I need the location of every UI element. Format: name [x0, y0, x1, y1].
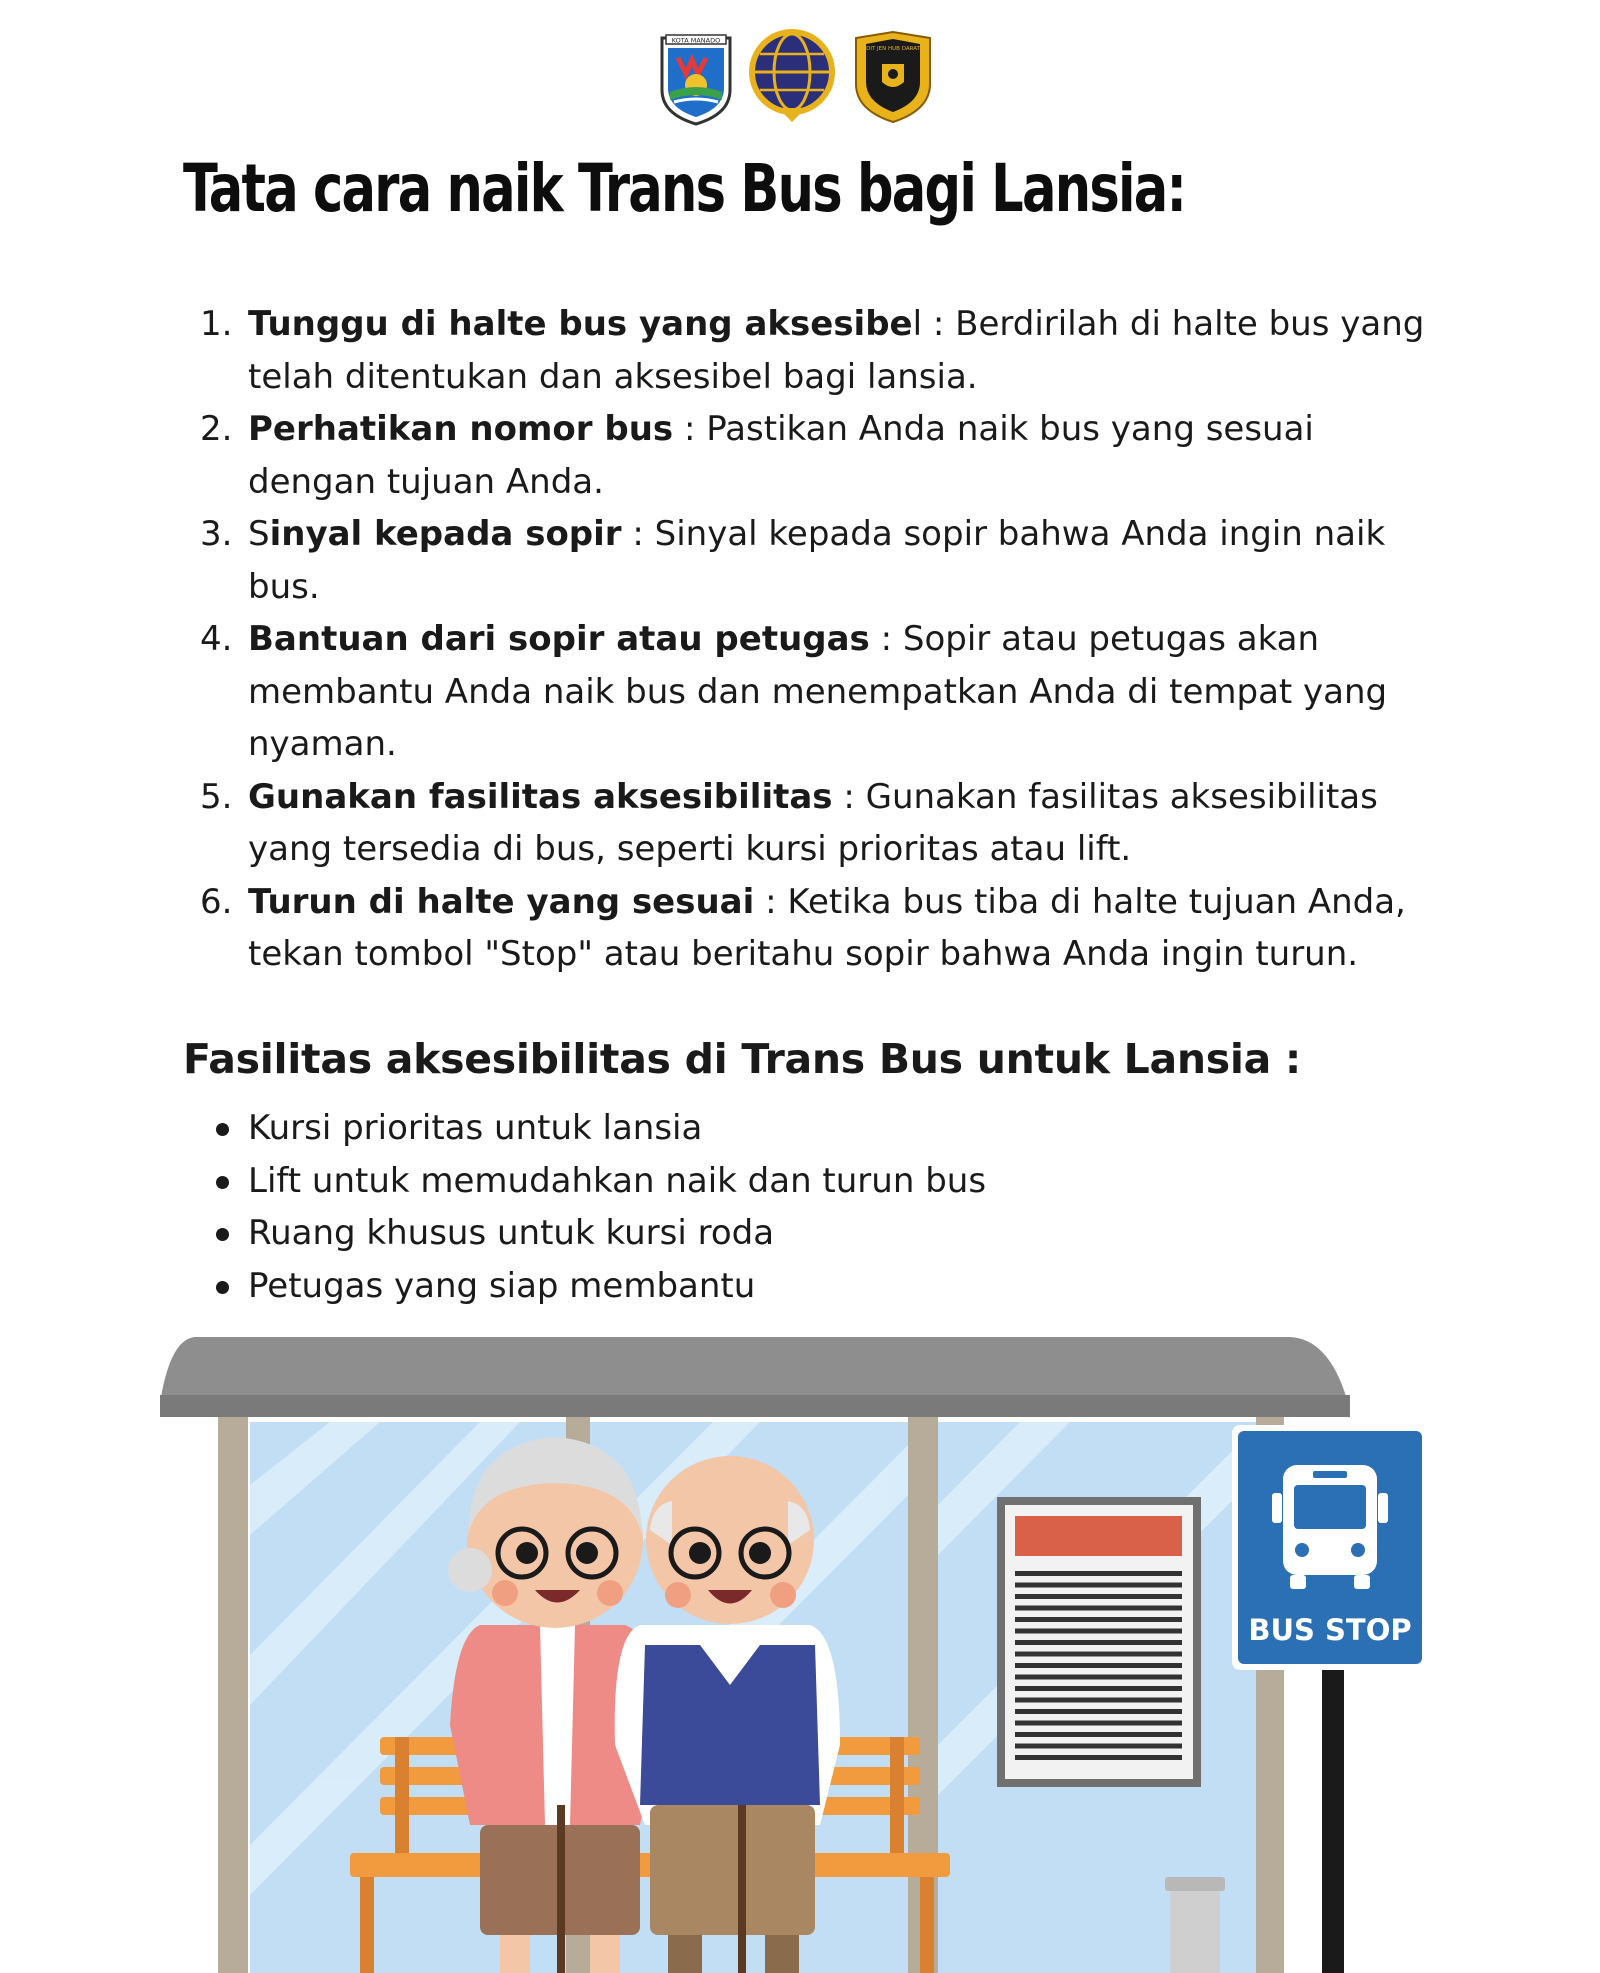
list-item — [212, 1102, 986, 1155]
step-number: 3. — [200, 514, 233, 554]
step-text: : Sopir atau petugas akan membantu Anda naik bus dan menempatkan Anda di tempat yang nyaman. — [248, 619, 1388, 764]
facility-text: Petugas yang siap membantu — [248, 1265, 756, 1306]
poster-line — [1015, 1652, 1182, 1657]
dishub-logo — [748, 28, 838, 124]
logo-row — [0, 26, 1600, 126]
step-number: 6. — [200, 881, 233, 922]
bus-stop-sign — [1232, 1425, 1428, 1670]
list-item — [200, 508, 1430, 613]
poster-line — [1015, 1583, 1182, 1588]
step-heading: inyal kepada sopir — [269, 514, 622, 554]
shelter-roof — [160, 1337, 1348, 1403]
facility-text: Lift untuk memudahkan naik dan turun bus — [248, 1160, 987, 1201]
city-seal-logo — [656, 30, 736, 126]
bus-stop-label: BUS STOP — [1248, 1613, 1412, 1647]
poster-line — [1015, 1721, 1182, 1726]
step-number: 1. — [200, 304, 233, 344]
step-heading: Tunggu di halte bus yang aksesibe — [248, 304, 913, 344]
poster-board — [997, 1497, 1201, 1787]
poster-line — [1015, 1755, 1182, 1760]
step-heading: Turun di halte yang sesuai — [248, 881, 755, 922]
step-number: 2. — [200, 409, 233, 449]
poster-line — [1015, 1732, 1182, 1737]
bullet-icon — [216, 1123, 229, 1136]
steps-list — [200, 298, 1430, 981]
step-number: 4. — [200, 619, 233, 659]
poster-line — [1015, 1629, 1182, 1634]
step-text: : Gunakan fasilitas aksesibilitas yang tersedia di bus, seperti kursi prioritas atau lift. — [248, 776, 1378, 869]
step-lead: S — [248, 514, 270, 554]
bus-stop-illustration — [0, 1325, 1600, 1973]
page-title: Tata cara naik Trans Bus bagi Lansia: — [183, 150, 1186, 227]
step-text: l : Berdirilah di halte bus yang telah ditentukan dan aksesibel bagi lansia. — [248, 304, 1425, 397]
list-item — [200, 298, 1430, 403]
list-item — [200, 613, 1430, 771]
trash-bin — [1165, 1877, 1225, 1973]
shield-logo — [852, 30, 934, 124]
poster-line — [1015, 1675, 1182, 1680]
poster-line — [1015, 1594, 1182, 1599]
step-text: : Ketika bus tiba di halte tujuan Anda, tekan tombol "Stop" atau beritahu sopir bahwa Anda ingin turun. — [248, 881, 1406, 974]
svg-text:KOTA MANADO: KOTA MANADO — [671, 36, 721, 45]
poster-line — [1015, 1663, 1182, 1668]
bullet-icon — [216, 1281, 229, 1294]
bullet-icon — [216, 1228, 229, 1241]
poster-line — [1015, 1640, 1182, 1645]
facility-text: Kursi prioritas untuk lansia — [248, 1108, 703, 1148]
list-item — [200, 403, 1430, 508]
list-item — [212, 1155, 986, 1208]
poster-line — [1015, 1686, 1182, 1691]
list-item — [212, 1207, 986, 1260]
poster-line — [1015, 1744, 1182, 1749]
facility-text: Ruang khusus untuk kursi roda — [248, 1213, 775, 1253]
poster-line — [1015, 1698, 1182, 1703]
bullet-icon — [216, 1176, 229, 1189]
step-text: : Pastikan Anda naik bus yang sesuai dengan tujuan Anda. — [248, 409, 1314, 502]
step-heading: Bantuan dari sopir atau petugas — [248, 619, 870, 659]
list-item — [212, 1260, 986, 1313]
poster-line — [1015, 1709, 1182, 1714]
shelter-roof-edge — [160, 1395, 1350, 1417]
shelter-post — [218, 1417, 248, 1973]
facilities-title: Fasilitas aksesibilitas di Trans Bus untuk Lansia : — [183, 1035, 1302, 1083]
step-text: : Sinyal kepada sopir bahwa Anda ingin naik bus. — [248, 514, 1386, 607]
poster-line — [1015, 1617, 1182, 1622]
list-item — [200, 876, 1430, 981]
poster-line — [1015, 1606, 1182, 1611]
step-number: 5. — [200, 776, 233, 817]
list-item — [200, 771, 1430, 876]
sign-pole — [1322, 1650, 1344, 1973]
step-heading: Perhatikan nomor bus — [248, 409, 674, 449]
poster-line — [1015, 1571, 1182, 1576]
step-heading: Gunakan fasilitas aksesibilitas — [248, 776, 833, 817]
facilities-list — [212, 1102, 986, 1312]
svg-text:DIT JEN HUB DARAT: DIT JEN HUB DARAT — [866, 46, 920, 52]
